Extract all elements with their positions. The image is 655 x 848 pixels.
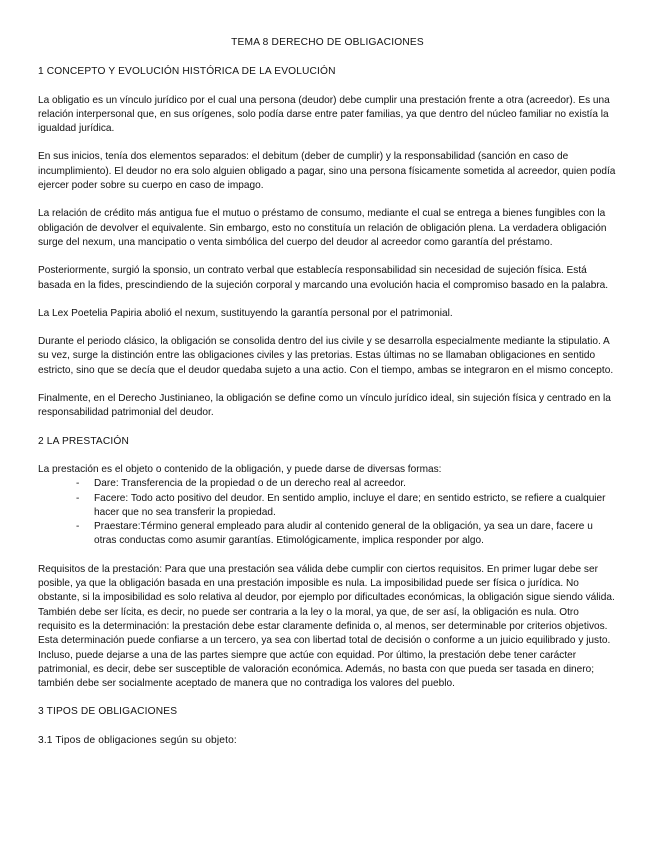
section-3-1-subheading: 3.1 Tipos de obligaciones según su objeto: (38, 734, 237, 746)
section-2-intro: La prestación es el objeto o contenido de la obligación, y puede darse de diversas formas: (38, 463, 442, 475)
section-1-paragraph: La relación de crédito más antigua fue el mutuo o préstamo de consumo, mediante el cual se entrega a bienes fungibles con la obligación de devolver el equivalente. Sin embargo, esto no constituía un relación de obligación plena. La verdadera obligación surge del nexum, una mancipatio o venta simbólica del cuerpo del deudor al acreedor como garantía del préstamo. (38, 208, 607, 248)
list-item: - Dare: Transferencia de la propiedad o de un derecho real al acreedor. (78, 477, 617, 491)
section-1-paragraph: La obligatio es un vínculo jurídico por el cual una persona (deudor) debe cumplir una prestación frente a otra (acreedor). Es una relación interpersonal que, en sus orígenes, solo podía darse entre pater familias, ya que dentro del núcleo familiar no existía la igualdad jurídica. (38, 94, 610, 135)
section-1-paragraph: Posteriormente, surgió la sponsio, un contrato verbal que establecía responsabilidad sin necesidad de sujeción física. Está basada en la fides, prescindiendo de la sujeción corporal y marcando una evolución hacia el compromiso basado en la palabra. (38, 265, 609, 291)
list-item: - Facere: Todo acto positivo del deudor. En sentido amplio, incluye el dare; en sentido estricto, se refiere a cualquier hacer que no sea transferir la propiedad. (78, 492, 617, 521)
section-1-paragraph: La Lex Poetelia Papiria abolió el nexum, sustituyendo la garantía personal por el patrimonial. (38, 307, 453, 319)
document-title: TEMA 8 DERECHO DE OBLIGACIONES (231, 37, 424, 48)
section-1-paragraph: En sus inicios, tenía dos elementos separados: el debitum (deber de cumplir) y la responsabilidad (sanción en caso de incumplimiento). El deudor no era solo alguien obligado a pagar, sino una persona físicamente sometida al acreedor, quien podía ejercer poder sobre su cuerpo en caso de impago. (38, 151, 616, 192)
requirements-paragraph: Requisitos de la prestación: Para que una prestación sea válida debe cumplir con ciertos requisitos. En primer lugar debe ser posible, ya que la obligación basada en una prestación imposible es nula. La imposibilidad puede ser física o jurídica. No obstante, si la imposibilidad es solo relativa al deudor, por ejemplo por dificultades económicas, la obligación sigue siendo válida. También debe ser lícita, es decir, no puede ser contraria a la ley o la moral, ya que, de ser así, la obligación es nula. Otro requisito es la determinación: la prestación debe estar claramente definida o, al menos, ser determinable por criterios objetivos. Esta determinación puede confiarse a un tercero, ya sea con libertad total de decisión o conforme a un juicio equilibrado y justo. Incluso, puede dejarse a una de las partes siempre que actúe con equidad. Por último, la prestación debe tener carácter patrimonial, es decir, debe ser susceptible de valoración económica. Además, no basta con que pueda ser tasada en dinero; también debe ser socialmente aceptado de manera que no contradiga los valores del pueblo. (38, 563, 615, 690)
list-item: - Praestare:Término general empleado para aludir al contenido general de la obligación, ya sea un dare, facere u otras conductas como asumir garantías. Etimológicamente, implica responder por algo. (78, 520, 617, 549)
section-1-paragraph: Durante el periodo clásico, la obligación se consolida dentro del ius civile y se desarrolla especialmente mediante la stipulatio. A su vez, surge la distinción entre las obligaciones civiles y las pretorias. Estas últimas no se llamaban obligaciones en sentido estricto, sino que se decía que el deudor quedaba sujeto a una actio. Con el tiempo, ambas se integraron en el mismo concepto. (38, 336, 614, 376)
section-2-heading: 2 LA PRESTACIÓN (38, 435, 129, 447)
section-3-heading: 3 TIPOS DE OBLIGACIONES (38, 706, 178, 718)
section-1-heading: 1 CONCEPTO Y EVOLUCIÓN HISTÓRICA DE LA EVOLUCIÓN (38, 66, 336, 78)
section-1-paragraph: Finalmente, en el Derecho Justinianeo, la obligación se define como un vínculo jurídico ideal, sin sujeción física y centrado en la responsabilidad patrimonial del deudor. (38, 393, 611, 419)
prestacion-forms-list (38, 477, 617, 548)
